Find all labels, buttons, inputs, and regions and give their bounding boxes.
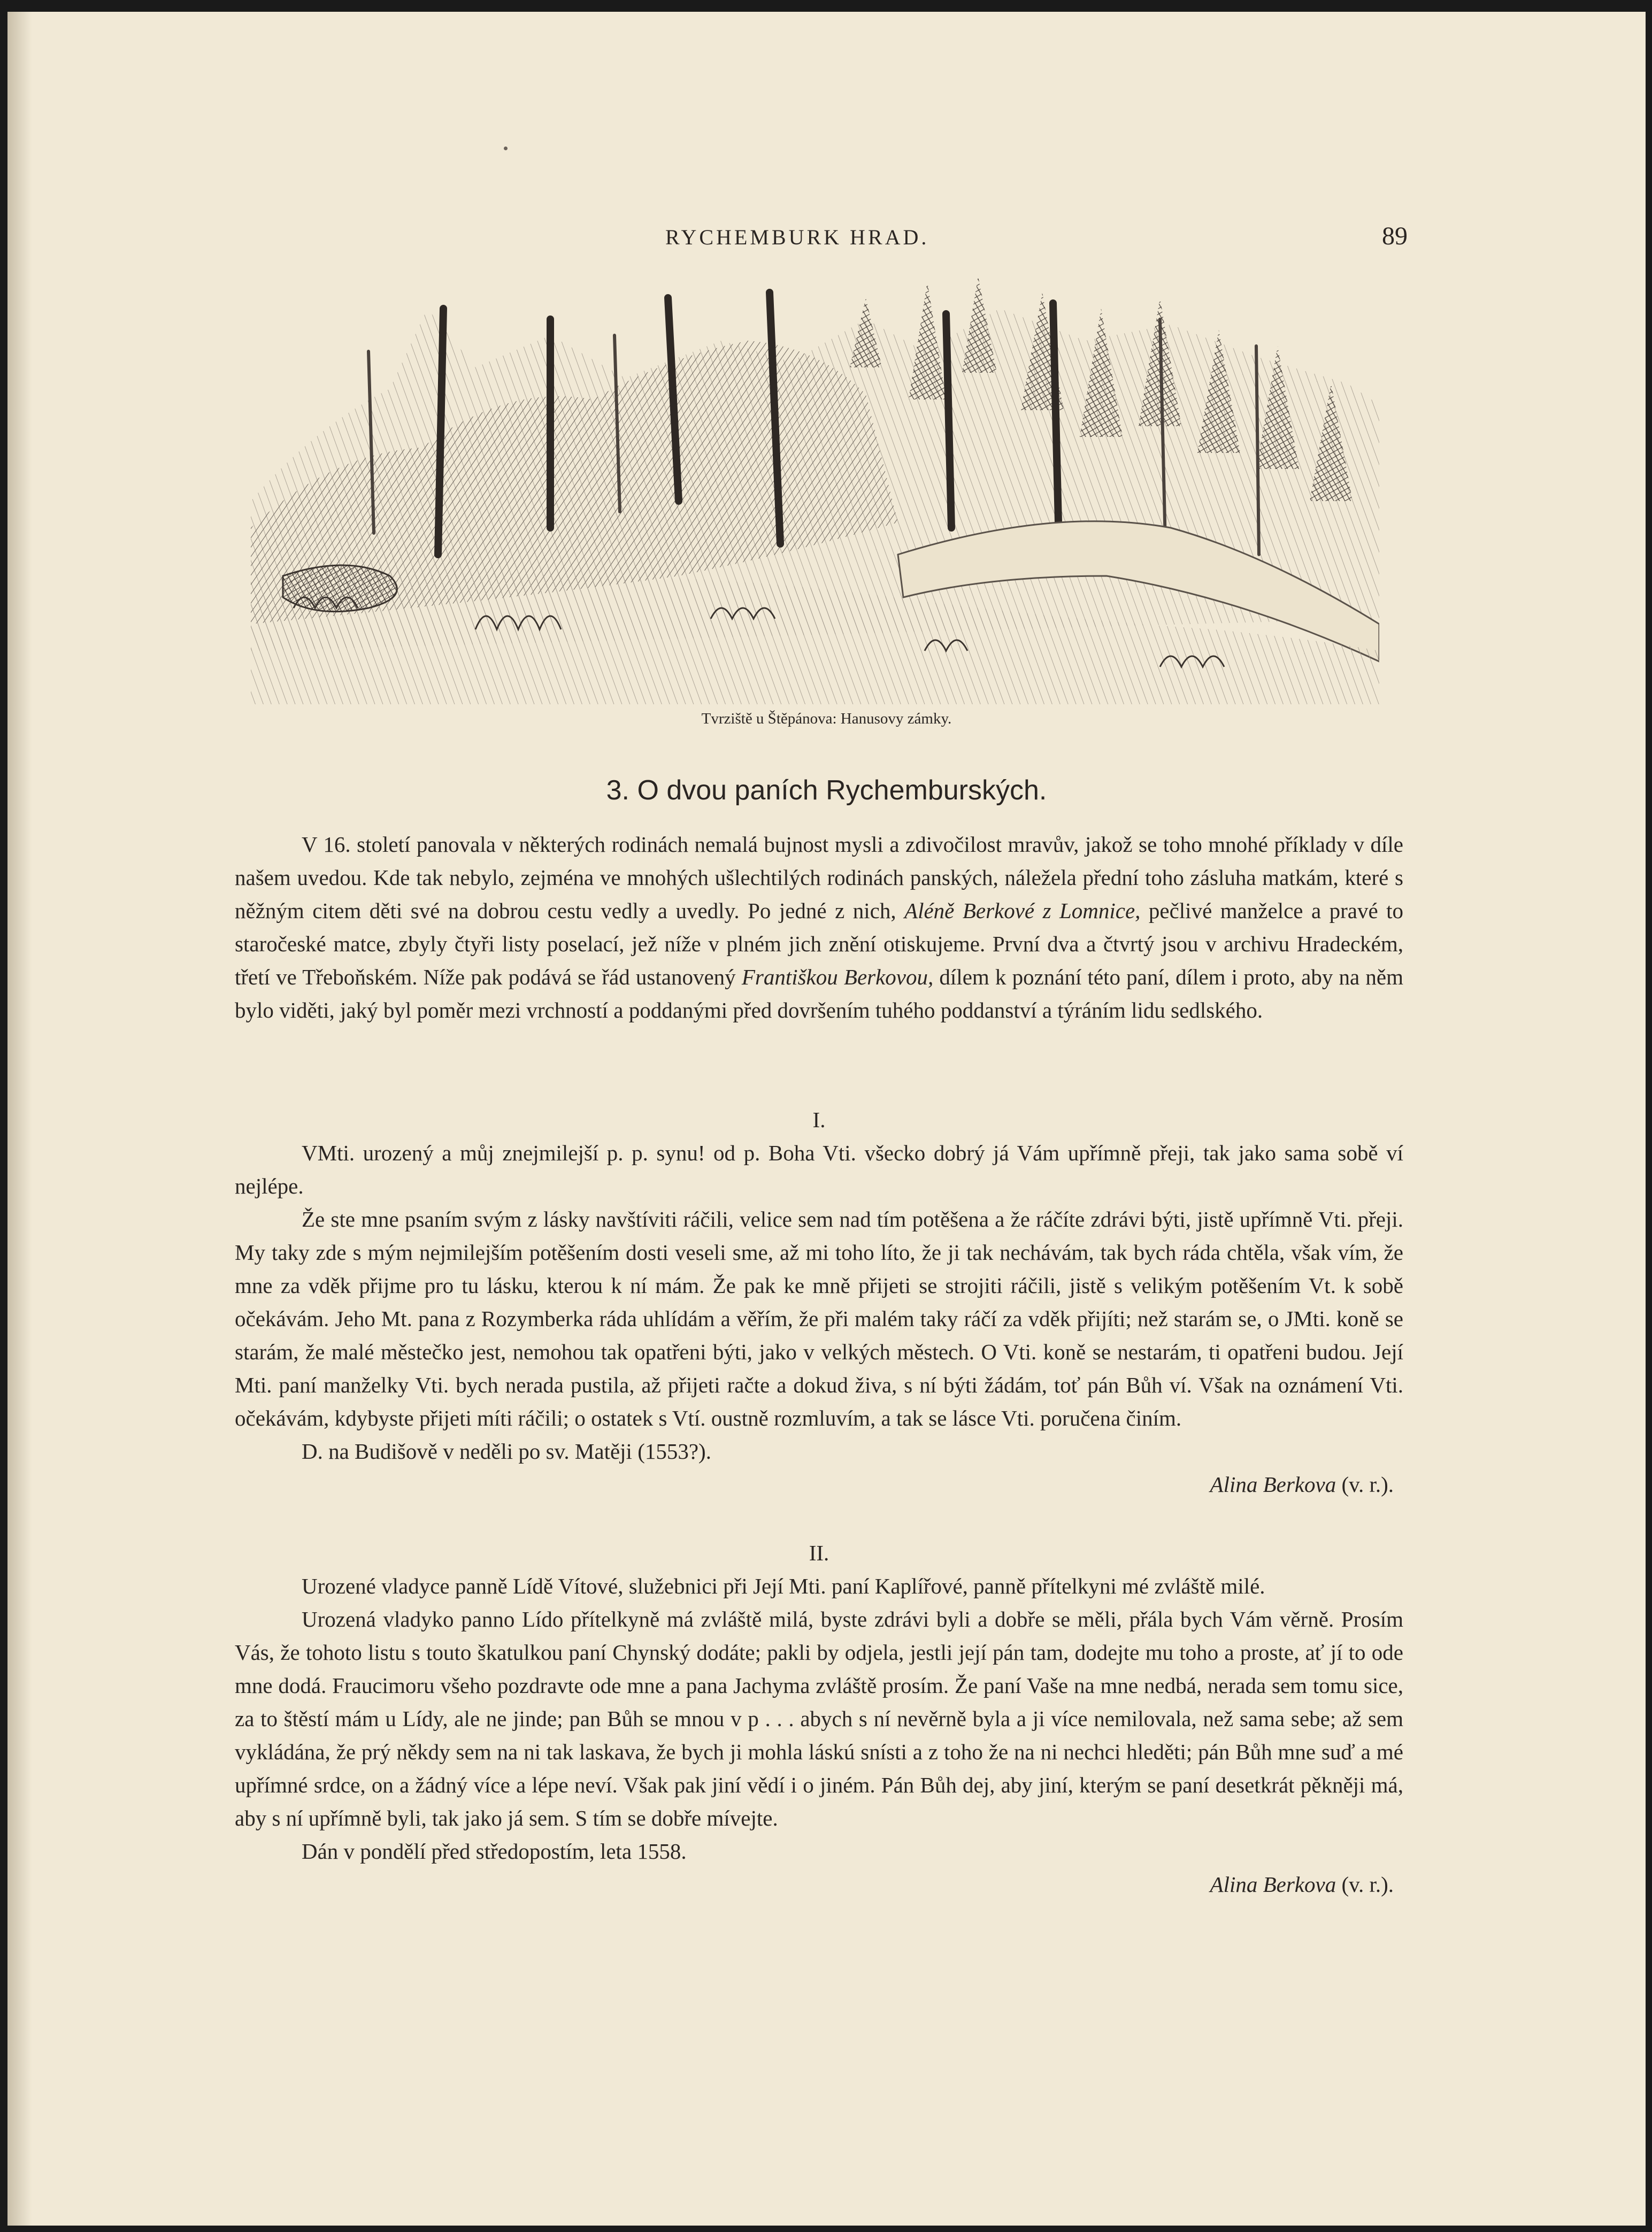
letter-two-signature <box>235 1868 1403 1901</box>
forest-engraving <box>251 276 1379 704</box>
intro-name-alena: Aléně Berkové z Lomnice, <box>904 898 1141 923</box>
intro-text-1: V 16. století panovala v některých rodinách nemalá bujnost mysli a zdivočilost mravův, jakož se toho mnohé příklady v díle našem uvedou. Kde tak nebylo, zejména ve mnohých ušlechtilých rodinách panských, náležela přední toho zásluha matkám, které s něžným citem děti své na dobrou cestu vedly a uvedly. Po jedné z nich, <box>235 832 1403 923</box>
intro-text-2: pečlivé manželce a pravé to staročeské matce, zbyly čtyři listy poselací, jež níže v plném jich znění otiskujeme. První dva a čtvrtý jsou v archivu Hradeckém, třetí ve Třeboňském. Níže pak podává se řád ustanovený <box>235 898 1403 989</box>
letter-two-dateline: Dán v pondělí před středopostím, leta 1558. <box>302 1839 687 1864</box>
gutter-shadow <box>7 12 32 2226</box>
section-title: 3. O dvou paních Rychemburských. <box>606 775 1047 806</box>
intro-paragraph <box>235 828 1403 1027</box>
intro-section <box>235 828 1403 1027</box>
forest-engraving-image <box>251 276 1379 704</box>
letter-one <box>235 1103 1403 1501</box>
intro-name-frantiska: Františkou Berkovou, <box>741 965 934 989</box>
signature-suffix: (v. r.). <box>1336 1872 1394 1897</box>
signature-suffix: (v. r.). <box>1336 1472 1394 1497</box>
signature-name: Alina Berkova <box>1210 1472 1336 1497</box>
signature-name: Alina Berkova <box>1210 1872 1336 1897</box>
letter-one-numeral: I. <box>812 1107 826 1132</box>
print-speck <box>504 147 508 150</box>
letter-one-signature <box>235 1468 1403 1501</box>
intro-text-3: dílem k poznání této paní, dílem i proto, aby na něm bylo viděti, jaký byl poměr mezi vrchností a poddanými před dovršením tuhého poddanství a týráním lidu sedlského. <box>235 965 1403 1022</box>
illustration-caption: Tvrziště u Štěpánova: Hanusovy zámky. <box>701 710 952 727</box>
letter-one-dateline: D. na Budišově v neděli po sv. Matěji (1553?). <box>302 1439 711 1464</box>
letter-one-paragraph: Že ste mne psaním svým z lásky navštíviti ráčili, velice sem nad tím potěšena a že ráčíte zdrávi býti, jistě upřímně Vti. přeji. My taky zde s mým nejmilejším potěšením dosti veseli sme, až mi toho líto, že ji tak nechávám, tak bych ráda chtěla, však vím, že mne za vděk přijme pro tu lásku, kterou k ní mám. Že pak ke mně přijeti se strojiti ráčili, jistě s velikým potěšením Vt. k sobě očekávám. Jeho Mt. pana z Rozymberka ráda uhlídám a věřím, že při malém taky ráčí za vděk přijíti; než starám se, o JMti. koně se starám, že malé městečko jest, nemohou tak opatřeni býti, jako v velkých městech. O Vti. koně se nestarám, ti opatřeni budou. Její Mti. paní manželky Vti. bych nerada pustila, až přijeti račte a dokud živa, s ní býti žádám, toť pán Bůh ví. Však na oznámení Vti. očekávám, kdybyste přijeti míti ráčili; o ostatek s Vtí. oustně rozmluvím, a tak se lásce Vti. poručena činím. <box>235 1207 1403 1430</box>
running-head: RYCHEMBURK HRAD. <box>665 225 929 249</box>
letter-two-paragraph: Urozená vladyko panno Lído přítelkyně má zvláště milá, byste zdrávi byli a dobře se měli, přála bych Vám věrně. Prosím Vás, že tohoto listu s touto škatulkou paní Chynský dodáte; pakli by odjela, jestli její pán tam, dodejte mu toho a proste, ať jí to ode mne dodá. Fraucimoru všeho pozdravte ode mne a pana Jachyma zvláště prosím. Že paní Vaše na mne nedbá, nerada sem tomu sice, za to štěstí mám u Lídy, ale ne jinde; pan Bůh se mnou v p . . . abych s ní nevěrně byla a ji více nemilovala, než sama sebe; až sem vykládána, že prý někdy sem na ni tak laskava, že bych ji mohla láskú snísti a z toho že na ni nechci hleděti; pán Bůh mne suď a mé upřímné srdce, on a žádný více a lépe neví. Však pak jiní vědí i o jiném. Pán Bůh dej, aby jiní, kterým se paní desetkrát pěkněji má, aby s ní upřímně byli, tak jako já sem. S tím se dobře mívejte. <box>235 1607 1403 1830</box>
letter-two-numeral: II. <box>809 1541 829 1565</box>
page-number: 89 <box>1382 222 1408 250</box>
book-page <box>7 12 1646 2226</box>
letter-two-address: Urozené vladyce panně Lídě Vítové, služebnici při Její Mti. paní Kaplířové, panně přítelkyni mé zvláště milé. <box>302 1574 1265 1598</box>
letter-two <box>235 1536 1403 1901</box>
letter-one-paragraph: VMti. urozený a můj znejmilejší p. p. synu! od p. Boha Vti. všecko dobrý já Vám upřímně přeji, tak jako sama sobě ví nejlépe. <box>235 1141 1403 1198</box>
